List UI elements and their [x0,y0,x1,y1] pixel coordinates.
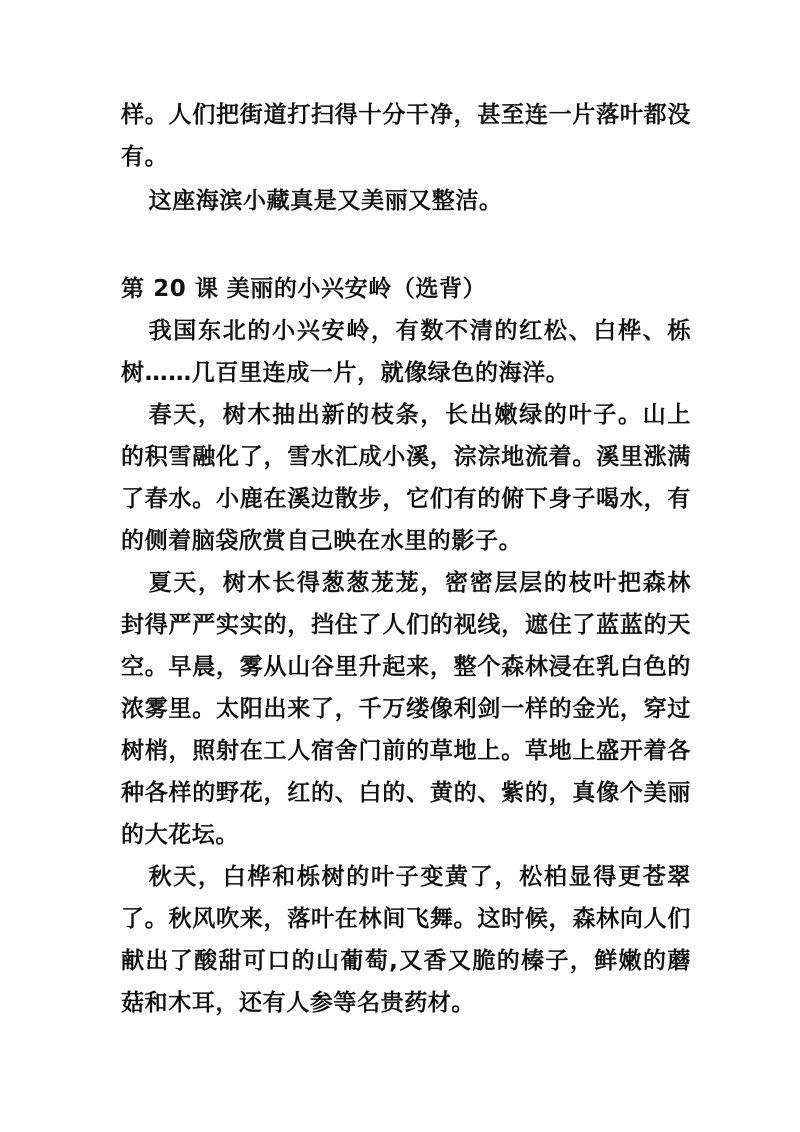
paragraph-intro: 我国东北的小兴安岭，有数不清的红松、白桦、栎树……几百里连成一片，就像绿色的海洋。 [121,318,691,386]
intro-closing-paragraph: 这座海滨小藏真是又美丽又整洁。 [148,188,503,214]
lesson-number: 第 20 课 [121,276,219,302]
previous-lesson-closing [121,180,691,222]
paragraph-spring: 春天，树木抽出新的枝条，长出嫩绿的叶子。山上的积雪融化了，雪水汇成小溪，淙淙地流着。溪里涨满了春水。小鹿在溪边散步，它们有的俯下身子喝水，有的侧着脑袋欣赏自己映在水里的影子。 [121,402,691,554]
intro-fragment-paragraph: 样。人们把街道打扫得十分干净，甚至连一片落叶都没有。 [121,102,691,170]
lesson-heading [121,268,691,310]
previous-lesson-fragment [121,94,691,178]
lesson-section [121,268,691,1024]
paragraph-summer: 夏天，树木长得葱葱茏茏，密密层层的枝叶把森林封得严严实实的，挡住了人们的视线，遮住了蓝蓝的天空。早晨，雾从山谷里升起来，整个森林浸在乳白色的浓雾里。太阳出来了，千万缕像利剑一样的金光，穿过树梢，照射在工人宿舍门前的草地上。草地上盛开着各种各样的野花，红的、白的、黄的、紫的，真像个美丽的大花坛。 [121,570,691,848]
paragraph-autumn: 秋天，白桦和栎树的叶子变黄了，松柏显得更苍翠了。秋风吹来，落叶在林间飞舞。这时候，森林向人们献出了酸甜可口的山葡萄,又香又脆的榛子，鲜嫩的蘑菇和木耳，还有人参等名贵药材。 [121,864,691,1016]
lesson-title: 美丽的小兴安岭（选背） [226,276,487,302]
